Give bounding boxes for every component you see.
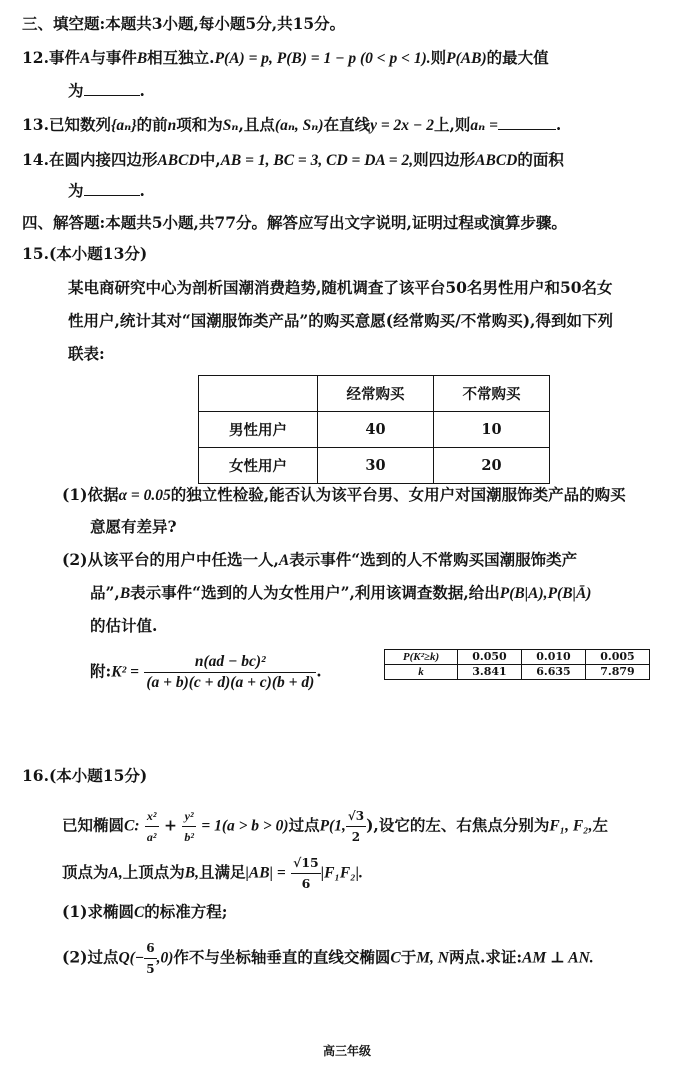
question-16-part2: (2)过点Q(− $\frac{6}{5}$ ,0)作不与坐标轴垂直的直线交椭圆C于M, N两点.求证:AM ⊥ AN. <box>62 938 686 979</box>
appendix-formula: 附:K² = $\frac{\text{n(ad − bc)²}}{(a + b)(c + d)(a + c)(b + d)}$ . <box>90 653 322 691</box>
table-cell: 20 <box>434 448 550 484</box>
table-row <box>385 650 650 665</box>
table-header-cell <box>199 376 318 412</box>
question-15-part2-line2: 品”,B表示事件“选到的人为女性用户”,利用该调查数据,给出P(B|A),P(B|Ā) <box>90 583 592 602</box>
section-3-heading: 三、填空题:本题共3小题,每小题5分,共15分。 <box>22 14 346 33</box>
question-12: 12.事件A与事件B相互独立.P(A) = p, P(B) = 1 − p (0 < p < 1).则P(AB)的最大值 <box>22 48 549 67</box>
contingency-table <box>198 375 550 484</box>
table-cell: 3.841 <box>458 665 522 680</box>
question-15-part2: (2)从该平台的用户中任选一人,A表示事件“选到的人不常购买国潮服饰类产 <box>62 550 578 569</box>
table-cell: 0.010 <box>522 650 586 665</box>
question-13: 13.已知数列{aₙ}的前n项和为Sₙ,且点(aₙ, Sₙ)在直线y = 2x − 2上,则aₙ = . <box>22 115 562 134</box>
table-header-cell: 不常购买 <box>434 376 550 412</box>
question-15-para-line1: 某电商研究中心为剖析国潮消费趋势,随机调查了该平台50名男性用户和50名女 <box>68 278 613 297</box>
sqrt3-over-2-fraction: $\frac{√3}{2}$ <box>346 806 366 847</box>
table-row <box>385 665 650 680</box>
question-14-line2: 为 . <box>68 181 145 200</box>
question-15-part1: (1)依据α = 0.05的独立性检验,能否认为该平台男、女用户对国潮服饰类产品的购买 <box>62 485 626 504</box>
table-cell: 0.005 <box>586 650 650 665</box>
y-squared-fraction: $\frac{\text{y²}}{\text{b²}}$ <box>182 806 196 847</box>
table-cell: 10 <box>434 412 550 448</box>
question-15-para-line3: 联表: <box>68 344 105 363</box>
table-header-row <box>199 376 550 412</box>
question-15-heading: 15.(本小题13分) <box>22 244 148 263</box>
critical-value-table <box>384 649 650 680</box>
k-squared-fraction: $\frac{\text{n(ad − bc)²}}{(a + b)(c + d)(a + c)(b + d)}$ <box>146 653 315 691</box>
x-squared-fraction: $\frac{\text{x²}}{\text{a²}}$ <box>145 806 159 847</box>
question-15-part2-line3: 的估计值. <box>90 616 158 635</box>
table-cell: 0.050 <box>458 650 522 665</box>
table-header-cell: 经常购买 <box>318 376 434 412</box>
table-cell: 男性用户 <box>199 412 318 448</box>
table-cell: 6.635 <box>522 665 586 680</box>
question-16-line1: 已知椭圆C: $\frac{\text{x²}}{\text{a²}}$ + $\frac{\text{y²}}{\text{b²}}$ = 1(a > b > 0)过点P(1, $\frac{√3}{2}$ ),设它的左、右焦点分别为F₁, F₂,左 <box>62 806 686 847</box>
question-12-line2: 为 . <box>68 81 145 100</box>
sqrt15-over-6-fraction: $\frac{√15}{6}$ <box>291 853 321 894</box>
table-row <box>199 448 550 484</box>
question-16-line2: 顶点为A,上顶点为B,且满足|AB| = $\frac{√15}{6}$ |F₁F₂|. <box>62 853 686 894</box>
table-cell: P(K²≥k) <box>385 650 458 665</box>
table-cell: k <box>385 665 458 680</box>
answer-blank[interactable] <box>84 180 140 196</box>
page-footer: 高三年级 <box>322 1044 371 1058</box>
section-4-heading: 四、解答题:本题共5小题,共77分。解答应写出文字说明,证明过程或演算步骤。 <box>22 213 567 232</box>
question-16-heading: 16.(本小题15分) <box>22 766 148 785</box>
question-15-part1-line2: 意愿有差异? <box>90 517 177 536</box>
table-cell: 7.879 <box>586 665 650 680</box>
question-16-part1: (1)求椭圆C的标准方程; <box>62 902 228 921</box>
answer-blank[interactable] <box>84 80 140 96</box>
table-cell: 30 <box>318 448 434 484</box>
six-fifths-fraction: $\frac{6}{5}$ <box>144 938 156 979</box>
question-14: 14.在圆内接四边形ABCD中,AB = 1, BC = 3, CD = DA = 2,则四边形ABCD的面积 <box>22 150 564 169</box>
table-row <box>199 412 550 448</box>
table-cell: 女性用户 <box>199 448 318 484</box>
table-cell: 40 <box>318 412 434 448</box>
question-15-para-line2: 性用户,统计其对“国潮服饰类产品”的购买意愿(经常购买/不常购买),得到如下列 <box>68 311 613 330</box>
answer-blank[interactable] <box>498 114 556 130</box>
